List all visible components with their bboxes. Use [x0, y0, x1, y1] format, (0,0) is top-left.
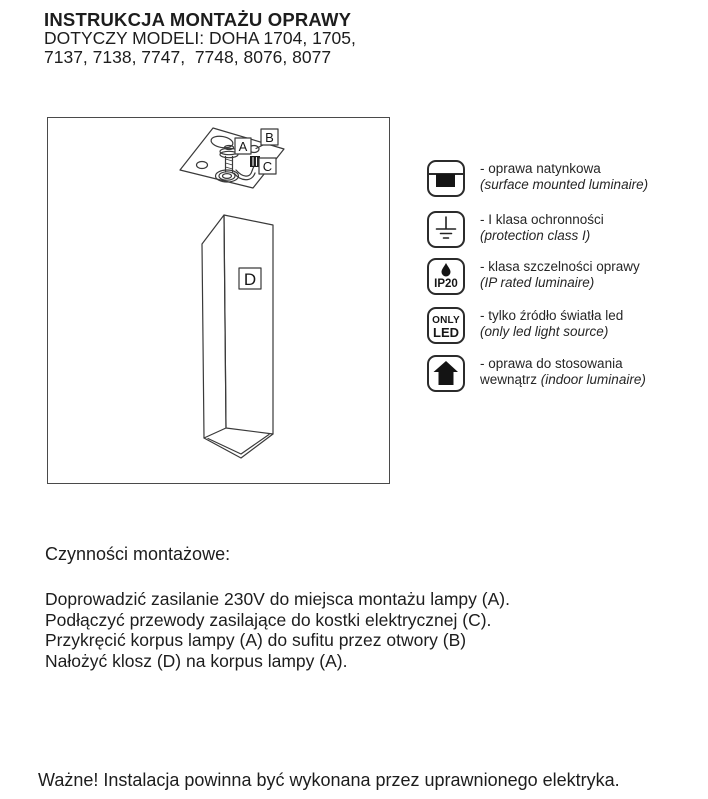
protection-class-icon — [427, 211, 465, 248]
legend-item-protection-class — [427, 211, 708, 248]
legend-text — [480, 212, 708, 243]
house-icon — [429, 357, 463, 390]
water-drop-icon — [429, 260, 463, 278]
legend-label-pl: - I klasa ochronności — [480, 212, 604, 227]
step-line-2: Podłączyć przewody zasilające do kostki elektrycznej (C). — [45, 609, 492, 630]
legend-label-pl: - oprawa do stosowania — [480, 356, 623, 371]
legend-text — [480, 308, 708, 339]
legend-item-only-led — [427, 307, 708, 344]
warning-text: Ważne! Instalacja powinna być wykonana przez uprawnionego elektryka. — [38, 770, 620, 790]
assembly-diagram — [48, 118, 389, 483]
legend-label-en: (surface mounted luminaire) — [480, 176, 649, 192]
legend-label-pl: - oprawa natynkowa — [480, 161, 601, 176]
callout-labels — [235, 129, 278, 174]
led-text: LED — [433, 325, 459, 340]
only-text: ONLY — [432, 315, 460, 326]
legend-label-en: (IP rated luminaire) — [480, 274, 595, 290]
luminaire-block — [436, 174, 455, 187]
ip-rating-text: IP20 — [434, 278, 458, 290]
legend-label-en: (only led light source) — [480, 323, 609, 339]
legend-label-en: (protection class I) — [480, 227, 591, 243]
legend-label-mixed — [480, 372, 708, 388]
legend-item-indoor — [427, 355, 708, 392]
indoor-icon — [427, 355, 465, 392]
step-line-4: Nałożyć klosz (D) na korpus lampy (A). — [45, 650, 348, 671]
legend-text — [480, 356, 708, 387]
legend-label-en: (indoor luminaire) — [540, 371, 646, 387]
models-line-1: DOTYCZY MODELI: DOHA 1704, 1705, — [44, 28, 356, 48]
legend-text — [480, 161, 708, 192]
steps-heading: Czynności montażowe: — [45, 544, 231, 564]
lamp-shade — [202, 215, 273, 458]
header — [44, 10, 356, 66]
label-b: B — [265, 130, 274, 145]
legend-label-pl: - tylko źródło światła led — [480, 308, 624, 323]
legend-item-surface-mounted — [427, 160, 708, 197]
label-a: A — [238, 139, 248, 154]
models-line-2: 7137, 7138, 7747, 7748, 8076, 8077 — [44, 46, 332, 67]
page-title: INSTRUKCJA MONTAŻU OPRAWY — [44, 9, 352, 30]
only-led-icon — [427, 307, 465, 344]
legend-item-ip-rated — [427, 258, 708, 295]
legend-label-pl: - klasa szczelności oprawy — [480, 259, 640, 274]
legend-text — [480, 259, 708, 290]
diagram-frame — [47, 117, 390, 484]
surface-mounted-icon — [427, 160, 465, 197]
ip20-icon — [427, 258, 465, 295]
earth-ground-icon — [429, 213, 463, 246]
label-d: D — [243, 270, 257, 289]
step-line-3: Przykręcić korpus lampy (A) do sufitu przez otwory (B) — [45, 630, 467, 651]
steps-list — [45, 589, 510, 671]
step-line-1: Doprowadzić zasilanie 230V do miejsca montażu lampy (A). — [45, 589, 510, 609]
label-c: C — [262, 159, 273, 174]
legend-label-pl-2: wewnątrz — [480, 371, 541, 387]
